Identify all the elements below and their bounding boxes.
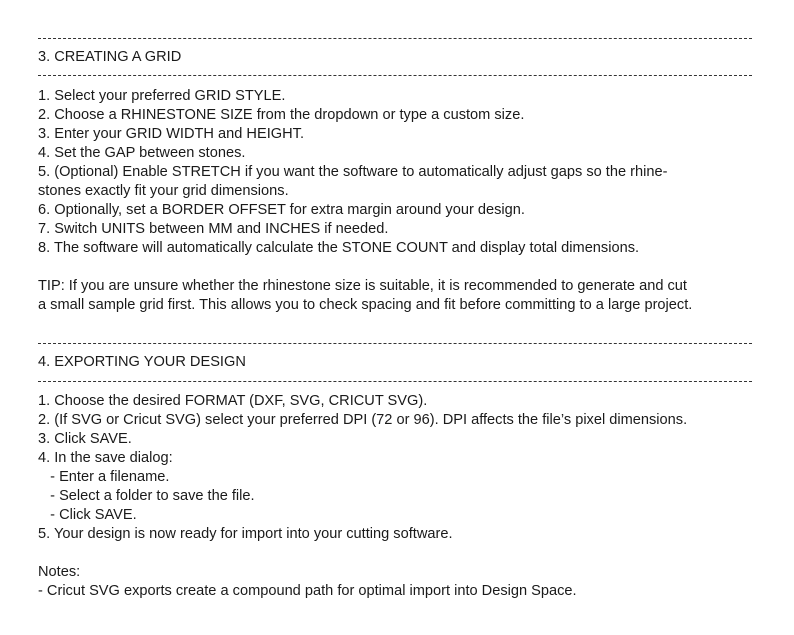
notes-title: Notes:: [38, 564, 81, 580]
divider: [38, 381, 752, 382]
divider: [38, 38, 752, 39]
list-item: 5. Your design is now ready for import into your cutting software.: [38, 526, 453, 542]
tip-text: TIP: If you are unsure whether the rhinestone size is suitable, it is recommended to generate and cut: [38, 278, 687, 294]
list-item: 1. Choose the desired FORMAT (DXF, SVG, CRICUT SVG).: [38, 393, 428, 409]
list-item: 4. In the save dialog:: [38, 450, 173, 466]
list-item: 1. Select your preferred GRID STYLE.: [38, 88, 286, 104]
list-item: 4. Set the GAP between stones.: [38, 145, 246, 161]
list-item: - Enter a filename.: [38, 469, 170, 485]
list-item: 7. Switch UNITS between MM and INCHES if needed.: [38, 221, 389, 237]
list-item: stones exactly fit your grid dimensions.: [38, 183, 289, 199]
divider: [38, 343, 752, 344]
section-heading-creating-grid: 3. CREATING A GRID: [38, 49, 182, 65]
tip-text: a small sample grid first. This allows you to check spacing and fit before committing to a large project.: [38, 297, 693, 313]
list-item: 2. (If SVG or Cricut SVG) select your preferred DPI (72 or 96). DPI affects the file’s pixel dimensions.: [38, 412, 688, 428]
divider: [38, 75, 752, 76]
list-item: 5. (Optional) Enable STRETCH if you want the software to automatically adjust gaps so the rhine-: [38, 164, 668, 180]
section-heading-exporting-design: 4. EXPORTING YOUR DESIGN: [38, 354, 246, 370]
list-item: 3. Enter your GRID WIDTH and HEIGHT.: [38, 126, 304, 142]
list-item: 2. Choose a RHINESTONE SIZE from the dropdown or type a custom size.: [38, 107, 525, 123]
notes-item: - Cricut SVG exports create a compound path for optimal import into Design Space.: [38, 583, 577, 599]
list-item: 6. Optionally, set a BORDER OFFSET for extra margin around your design.: [38, 202, 525, 218]
list-item: 3. Click SAVE.: [38, 431, 132, 447]
list-item: - Select a folder to save the file.: [38, 488, 255, 504]
list-item: - Click SAVE.: [38, 507, 137, 523]
list-item: 8. The software will automatically calculate the STONE COUNT and display total dimensions.: [38, 240, 640, 256]
